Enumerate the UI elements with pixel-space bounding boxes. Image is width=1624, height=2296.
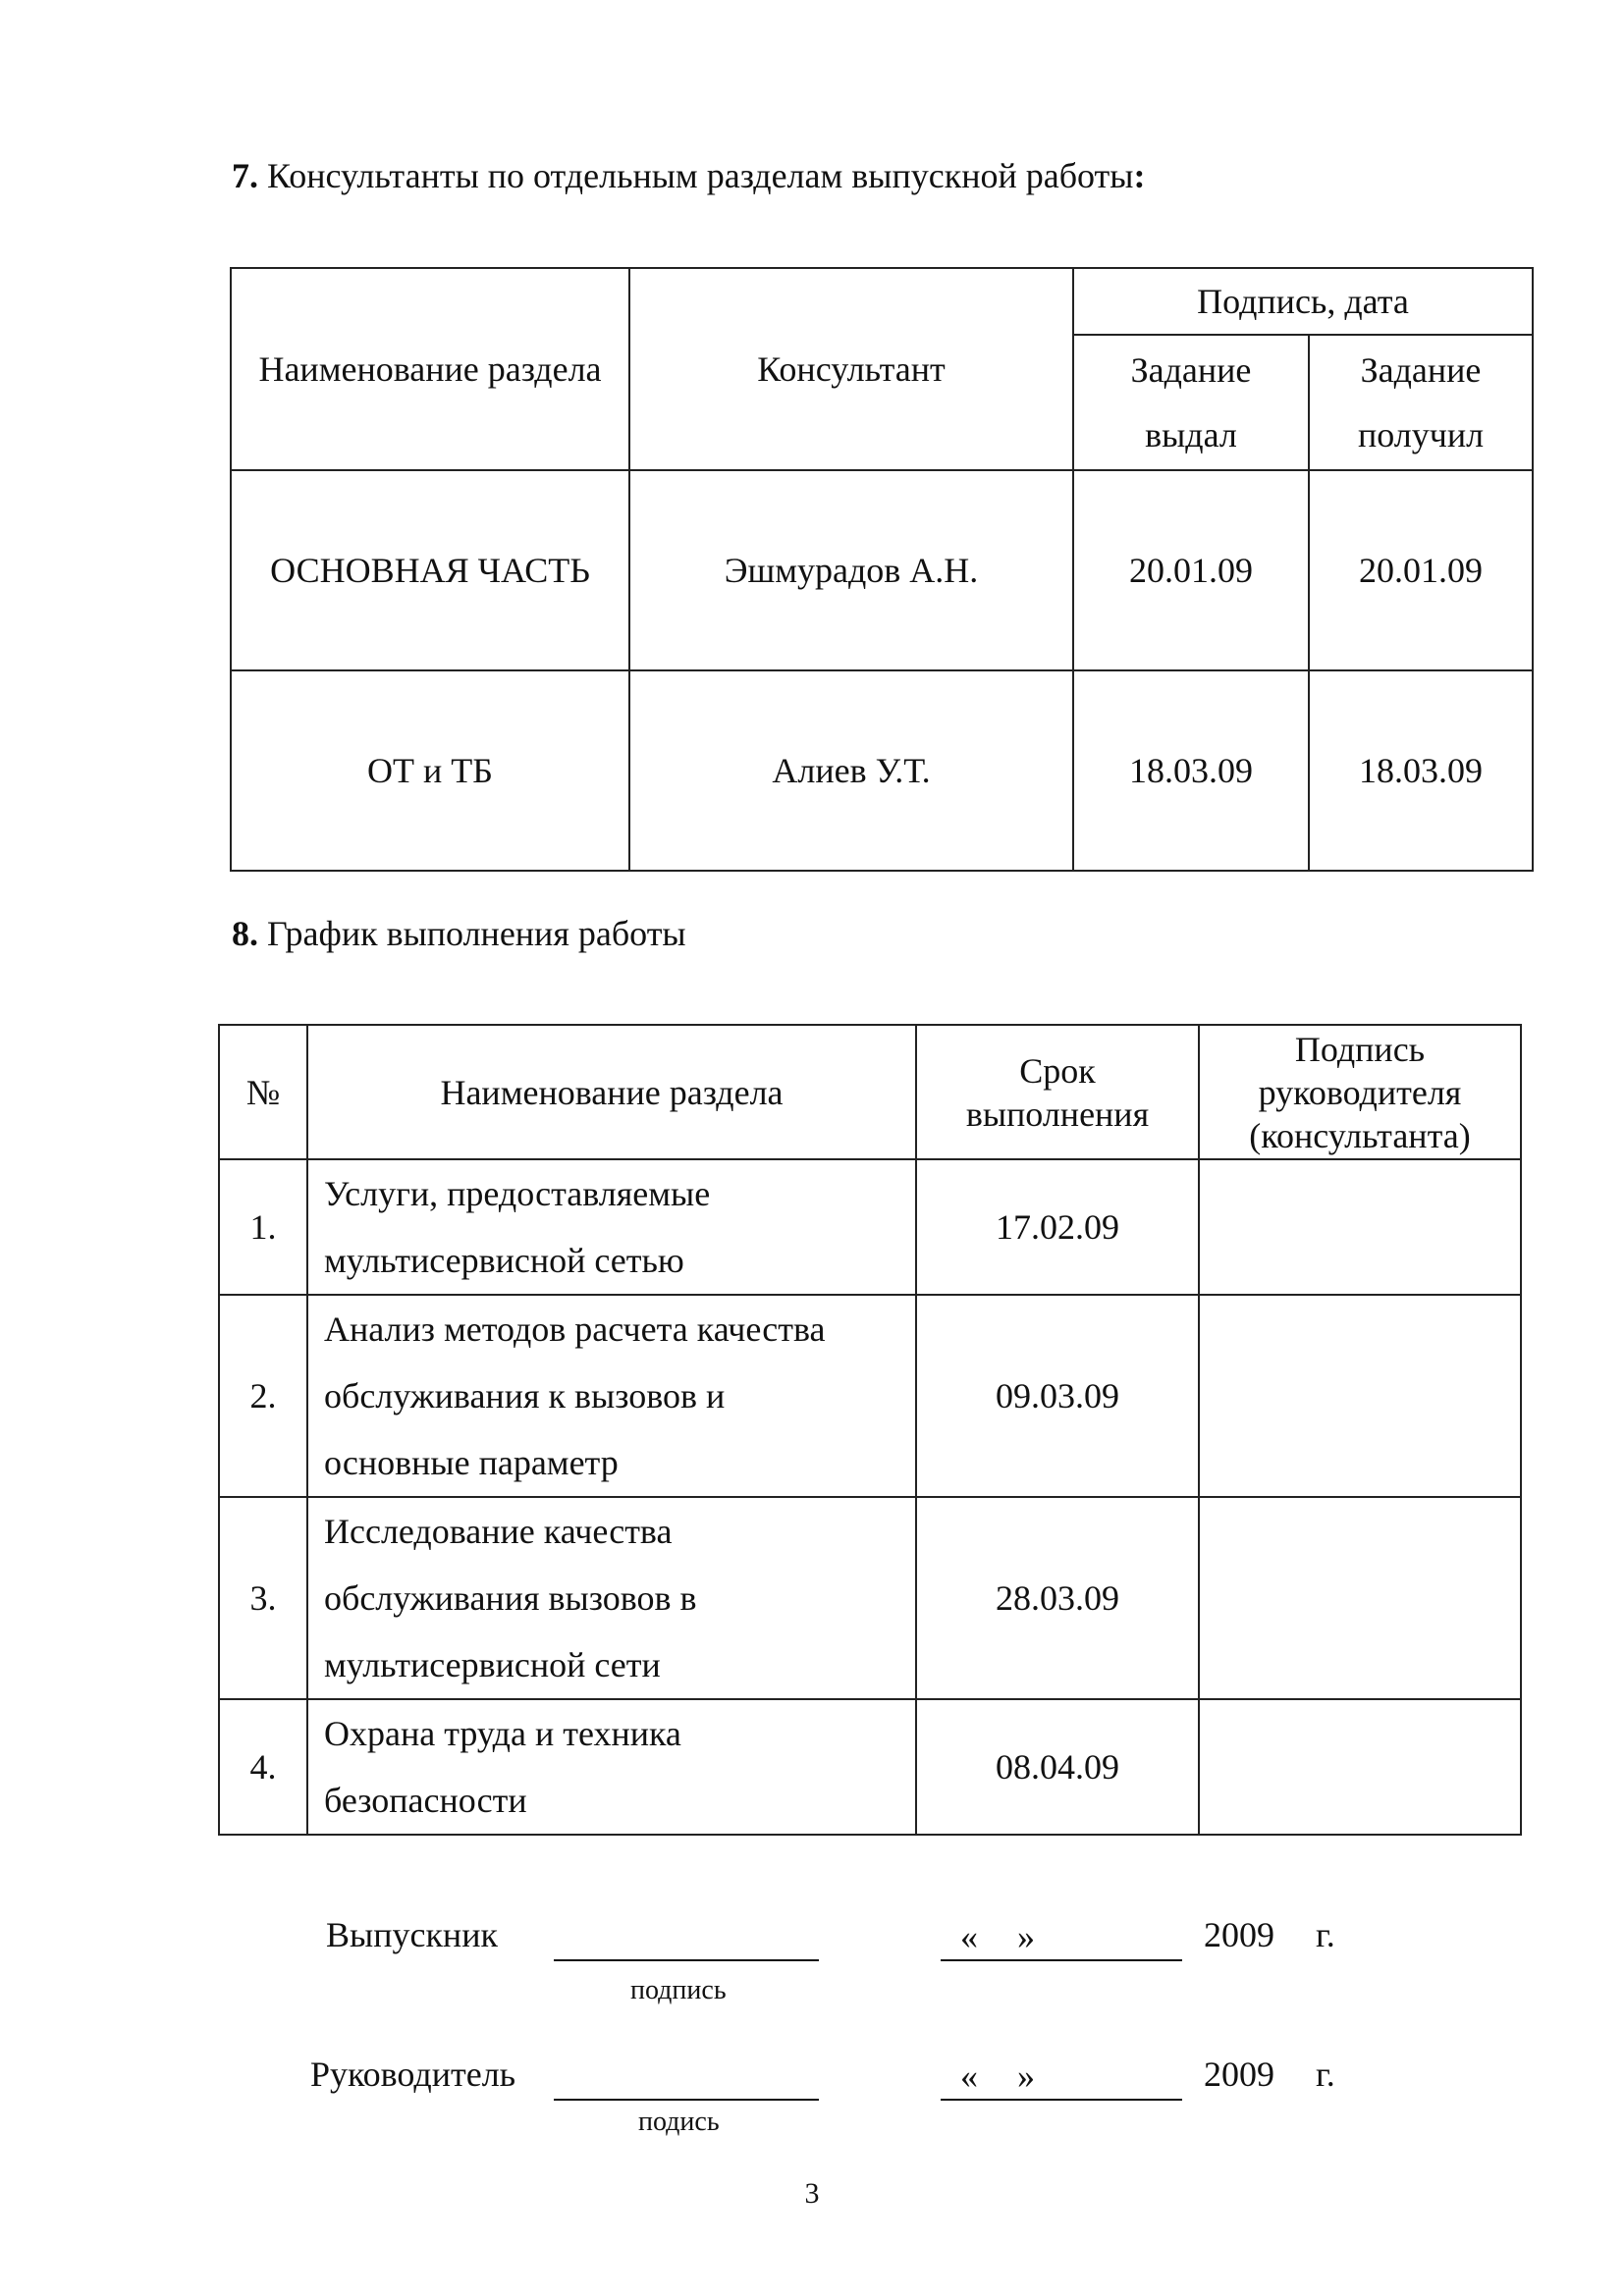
row-section-line: безопасности bbox=[324, 1781, 527, 1820]
header-signature-date: Подпись, дата bbox=[1073, 268, 1533, 335]
consultants-table bbox=[230, 267, 1534, 872]
section-8-heading bbox=[232, 913, 686, 954]
section-7-number: 7. bbox=[232, 156, 258, 195]
row-section-name: ОСНОВНАЯ ЧАСТЬ bbox=[231, 470, 629, 670]
supervisor-date-line bbox=[941, 2099, 1182, 2101]
section-8-title: График выполнения работы bbox=[267, 914, 686, 953]
row-received-date: 18.03.09 bbox=[1309, 670, 1533, 871]
row-signature bbox=[1199, 1159, 1521, 1295]
table-row bbox=[219, 1699, 1521, 1835]
table-row bbox=[219, 1295, 1521, 1497]
header-task-issued bbox=[1073, 335, 1309, 470]
row-section-line: мультисервисной сети bbox=[324, 1645, 661, 1684]
graduate-signature-line bbox=[554, 1959, 819, 1961]
row-number: 3. bbox=[219, 1497, 307, 1699]
header-number: № bbox=[219, 1025, 307, 1159]
row-signature bbox=[1199, 1497, 1521, 1699]
graduate-date-line bbox=[941, 1959, 1182, 1961]
row-number: 2. bbox=[219, 1295, 307, 1497]
row-deadline: 17.02.09 bbox=[916, 1159, 1199, 1295]
header-deadline-line-2: выполнения bbox=[965, 1094, 1150, 1134]
row-number: 1. bbox=[219, 1159, 307, 1295]
row-section-line: основные параметр bbox=[324, 1443, 619, 1482]
row-deadline: 08.04.09 bbox=[916, 1699, 1199, 1835]
row-section-line: Услуги, предоставляемые bbox=[324, 1174, 711, 1213]
table-row bbox=[219, 1497, 1521, 1699]
supervisor-signature-line bbox=[554, 2099, 819, 2101]
header-task-issued-line-2: выдал bbox=[1145, 415, 1237, 454]
row-section-name bbox=[307, 1159, 916, 1295]
supervisor-year-suffix: г. bbox=[1316, 2055, 1335, 2094]
page-number: 3 bbox=[804, 2177, 820, 2210]
row-issued-date: 18.03.09 bbox=[1073, 670, 1309, 871]
header-signature-line-1: Подпись bbox=[1294, 1029, 1426, 1069]
graduate-label: Выпускник bbox=[326, 1915, 498, 1954]
graduate-year-suffix: г. bbox=[1316, 1915, 1335, 1954]
header-task-received-line-1: Задание bbox=[1360, 350, 1482, 390]
row-section-line: обслуживания к вызовов и bbox=[324, 1376, 726, 1415]
supervisor-date-quote-close: » bbox=[1017, 2056, 1035, 2096]
supervisor-label: Руководитель bbox=[310, 2055, 516, 2094]
row-section-line: Анализ методов расчета качества bbox=[324, 1309, 826, 1349]
row-consultant: Алиев У.Т. bbox=[629, 670, 1073, 871]
graduate-date-quote-open: « bbox=[960, 1917, 978, 1956]
row-number: 4. bbox=[219, 1699, 307, 1835]
row-section-line: обслуживания вызовов в bbox=[324, 1578, 697, 1618]
row-section-line: мультисервисной сетью bbox=[324, 1241, 684, 1280]
graduate-date-quote-close: » bbox=[1017, 1917, 1035, 1956]
header-signature-line-3: (консультанта) bbox=[1249, 1115, 1471, 1155]
row-section-name bbox=[307, 1295, 916, 1497]
header-task-received-line-2: получил bbox=[1357, 415, 1485, 454]
header-deadline bbox=[916, 1025, 1199, 1159]
table-row bbox=[219, 1159, 1521, 1295]
row-signature bbox=[1199, 1295, 1521, 1497]
supervisor-signature-caption: подись bbox=[638, 2107, 720, 2137]
row-section-name bbox=[307, 1497, 916, 1699]
section-7-heading bbox=[232, 155, 1145, 196]
header-section-name: Наименование раздела bbox=[307, 1025, 916, 1159]
row-issued-date: 20.01.09 bbox=[1073, 470, 1309, 670]
header-supervisor-signature bbox=[1199, 1025, 1521, 1159]
table-row bbox=[231, 470, 1533, 670]
row-consultant: Эшмурадов А.Н. bbox=[629, 470, 1073, 670]
supervisor-date-quote-open: « bbox=[960, 2056, 978, 2096]
row-deadline: 28.03.09 bbox=[916, 1497, 1199, 1699]
schedule-table bbox=[218, 1024, 1522, 1836]
row-section-name bbox=[307, 1699, 916, 1835]
header-task-issued-line-1: Задание bbox=[1130, 350, 1252, 390]
row-section-line: Охрана труда и техника bbox=[324, 1714, 681, 1753]
header-task-received bbox=[1309, 335, 1533, 470]
row-received-date: 20.01.09 bbox=[1309, 470, 1533, 670]
section-7-colon: : bbox=[1133, 156, 1146, 195]
header-signature-line-2: руководителя bbox=[1258, 1072, 1462, 1112]
row-section-line: Исследование качества bbox=[324, 1512, 673, 1551]
row-signature bbox=[1199, 1699, 1521, 1835]
header-section-name: Наименование раздела bbox=[231, 268, 629, 470]
header-consultant: Консультант bbox=[629, 268, 1073, 470]
table-row bbox=[231, 670, 1533, 871]
supervisor-year: 2009 bbox=[1204, 2055, 1274, 2094]
graduate-signature-caption: подпись bbox=[630, 1975, 727, 2005]
section-7-title: Консультанты по отдельным разделам выпускной работы bbox=[267, 156, 1134, 195]
section-8-number: 8. bbox=[232, 914, 258, 953]
header-deadline-line-1: Срок bbox=[1019, 1050, 1096, 1091]
row-deadline: 09.03.09 bbox=[916, 1295, 1199, 1497]
row-section-name: ОТ и ТБ bbox=[231, 670, 629, 871]
graduate-year: 2009 bbox=[1204, 1915, 1274, 1954]
